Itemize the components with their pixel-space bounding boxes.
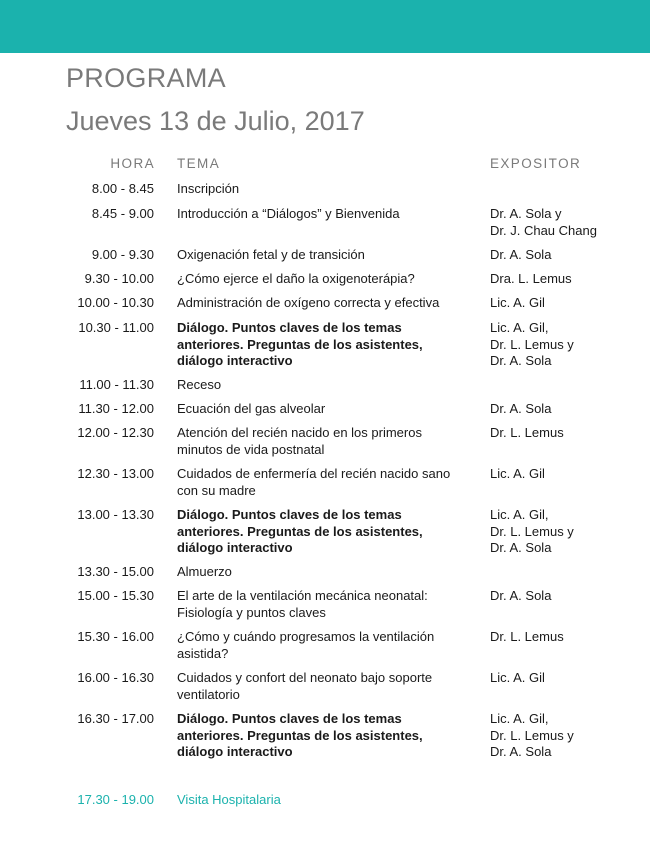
row-topic: Introducción a “Diálogos” y Bienvenida — [177, 206, 400, 221]
row-speaker: Lic. A. Gil — [490, 466, 545, 481]
column-header-tema: TEMA — [177, 156, 221, 171]
row-topic: Inscripción — [177, 181, 240, 196]
row-speaker: Lic. A. Gil — [490, 295, 545, 310]
row-speaker: Dr. A. Sola — [490, 247, 552, 262]
row-topic: El arte de la ventilación mecánica neonatal: Fisiología y puntos claves — [177, 588, 428, 620]
row-time: 16.30 - 17.00 — [77, 711, 154, 726]
row-topic: Diálogo. Puntos claves de los temas anteriores. Preguntas de los asistentes, diálogo interactivo — [177, 507, 423, 555]
row-topic: ¿Cómo y cuándo progresamos la ventilación asistida? — [177, 629, 435, 661]
row-topic: Diálogo. Puntos claves de los temas anteriores. Preguntas de los asistentes, diálogo interactivo — [177, 711, 423, 759]
row-time: 16.00 - 16.30 — [77, 670, 154, 685]
row-time: 9.00 - 9.30 — [91, 247, 154, 262]
row-speaker: Lic. A. Gil, Dr. L. Lemus y Dr. A. Sola — [490, 320, 574, 368]
row-topic: Administración de oxígeno correcta y efectiva — [177, 295, 440, 310]
row-time: 8.45 - 9.00 — [91, 206, 154, 221]
row-time: 12.30 - 13.00 — [77, 466, 154, 481]
row-topic: Oxigenación fetal y de transición — [177, 247, 365, 262]
row-speaker: Dr. A. Sola — [490, 588, 552, 603]
row-topic: Atención del recién nacido en los primeros minutos de vida postnatal — [177, 425, 422, 457]
row-topic: Cuidados y confort del neonato bajo soporte ventilatorio — [177, 670, 433, 702]
row-time: 15.00 - 15.30 — [77, 588, 154, 603]
row-topic: ¿Cómo ejerce el daño la oxigenoterápia? — [177, 271, 415, 286]
row-speaker: Lic. A. Gil, Dr. L. Lemus y Dr. A. Sola — [490, 711, 574, 759]
row-topic: Almuerzo — [177, 564, 232, 579]
row-time: 13.30 - 15.00 — [77, 564, 154, 579]
column-header-hora: HORA — [110, 156, 155, 171]
row-topic: Cuidados de enfermería del recién nacido sano con su madre — [177, 466, 451, 498]
row-topic: Visita Hospitalaria — [177, 792, 281, 807]
row-time: 9.30 - 10.00 — [84, 271, 154, 286]
row-speaker: Dr. L. Lemus — [490, 425, 564, 440]
row-speaker: Dra. L. Lemus — [490, 271, 572, 286]
row-speaker: Dr. A. Sola — [490, 401, 552, 416]
row-time: 11.30 - 12.00 — [78, 401, 154, 416]
column-header-expositor: EXPOSITOR — [490, 156, 582, 171]
row-topic: Receso — [177, 377, 222, 392]
row-time: 12.00 - 12.30 — [77, 425, 154, 440]
page-subtitle: Jueves 13 de Julio, 2017 — [66, 106, 365, 136]
row-speaker: Lic. A. Gil, Dr. L. Lemus y Dr. A. Sola — [490, 507, 574, 555]
row-time: 8.00 - 8.45 — [91, 181, 154, 196]
row-time: 11.00 - 11.30 — [79, 377, 154, 392]
row-speaker: Dr. A. Sola y Dr. J. Chau Chang — [490, 206, 597, 238]
row-speaker: Lic. A. Gil — [490, 670, 545, 685]
row-speaker: Dr. L. Lemus — [490, 629, 564, 644]
row-topic: Diálogo. Puntos claves de los temas anteriores. Preguntas de los asistentes, diálogo interactivo — [177, 320, 423, 368]
page-title: PROGRAMA — [66, 63, 226, 93]
top-banner — [0, 0, 650, 53]
row-time: 13.00 - 13.30 — [77, 507, 154, 522]
row-time: 10.00 - 10.30 — [77, 295, 154, 310]
row-topic: Ecuación del gas alveolar — [177, 401, 326, 416]
row-time: 17.30 - 19.00 — [77, 792, 154, 807]
row-time: 10.30 - 11.00 — [78, 320, 154, 335]
row-time: 15.30 - 16.00 — [77, 629, 154, 644]
